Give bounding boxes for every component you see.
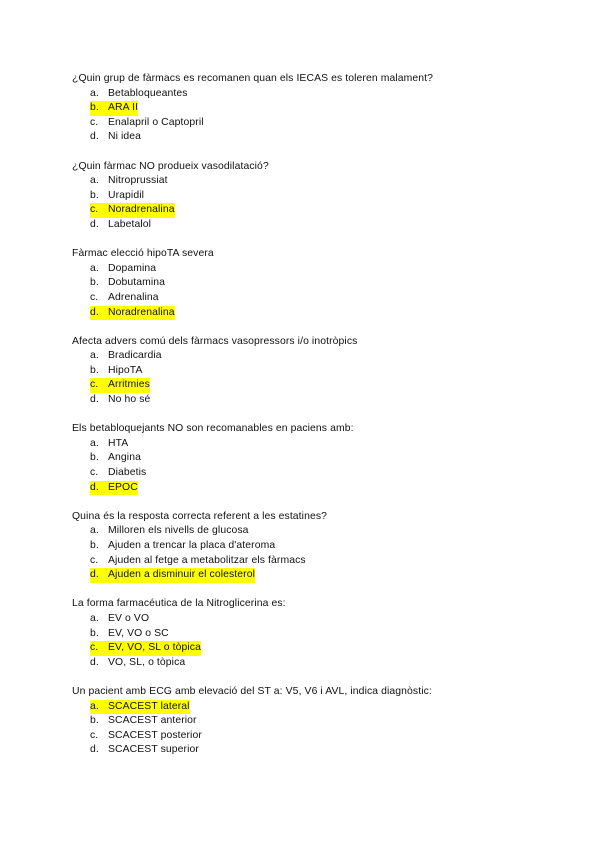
question-block [72, 685, 552, 758]
option-text: Nitroprussiat [108, 175, 168, 187]
option-text: SCACEST posterior [108, 729, 202, 741]
answer-option [72, 743, 552, 758]
answer-option [72, 466, 552, 481]
option-text: EV, VO o SC [108, 627, 169, 639]
option-text: VO, SL, o tòpica [108, 656, 186, 668]
option-text: Bradicardia [108, 350, 162, 362]
option-letter: b. [90, 364, 99, 376]
option-letter: a. [90, 525, 99, 537]
question-text: Quina és la resposta correcta referent a les estatines? [72, 510, 328, 522]
option-text: Milloren els nivells de glucosa [108, 525, 249, 537]
option-text: EPOC [108, 481, 138, 496]
option-letter: a. [90, 437, 99, 449]
option-text: Angina [108, 452, 141, 464]
answer-option [72, 524, 552, 539]
question-text: La forma farmacéutica de la Nitroglicerina es: [72, 598, 286, 610]
option-letter: c. [90, 378, 116, 393]
option-text: Urapidil [108, 189, 145, 201]
question-block [72, 247, 552, 320]
answer-option [72, 130, 552, 145]
option-text: Dobutamina [108, 277, 166, 289]
option-text: Adrenalina [108, 291, 159, 303]
option-text: Ajuden a disminuir el colesterol [108, 568, 255, 583]
answer-option [72, 627, 552, 642]
question-block [72, 510, 552, 583]
option-letter: d. [90, 131, 99, 143]
answer-option [72, 393, 552, 408]
option-letter: a. [90, 262, 99, 274]
option-letter: d. [90, 744, 99, 756]
option-text: EV o VO [108, 612, 150, 624]
answer-option [72, 451, 552, 466]
answer-option-highlighted [72, 203, 552, 218]
option-letter: d. [90, 394, 99, 406]
option-text: Noradrenalina [108, 306, 175, 321]
answer-option-highlighted [72, 481, 552, 496]
answer-option [72, 349, 552, 364]
question-text: Un pacient amb ECG amb elevació del ST a: V5, V6 i AVL, indica diagnòstic: [72, 685, 432, 697]
option-text: Dopamina [108, 262, 157, 274]
question-block [72, 335, 552, 408]
option-letter: b. [90, 715, 99, 727]
answer-option [72, 174, 552, 189]
answer-option [72, 714, 552, 729]
option-text: Noradrenalina [108, 203, 175, 218]
option-letter: b. [90, 540, 99, 551]
option-letter: a. [90, 612, 99, 624]
answer-option-highlighted [72, 641, 552, 656]
option-letter: d. [90, 218, 99, 230]
option-letter: b. [90, 452, 99, 464]
option-text: EV, VO, SL o tòpica [108, 641, 201, 656]
option-letter: c. [90, 729, 99, 741]
option-text: Diabetis [108, 467, 147, 479]
option-text: No ho sé [108, 394, 151, 406]
question-text: ¿Quin fàrmac NO produeix vasodilatació? [72, 160, 269, 172]
answer-option-highlighted [72, 568, 552, 583]
option-letter: a. [90, 700, 117, 715]
option-letter: c. [90, 641, 116, 656]
answer-option [72, 276, 552, 291]
option-letter: c. [90, 291, 99, 303]
question-block [72, 422, 552, 495]
option-text: Betabloqueantes [108, 87, 188, 99]
question-block [72, 160, 552, 233]
answer-option [72, 218, 552, 233]
question-block [72, 597, 552, 670]
option-letter: a. [90, 350, 99, 362]
question-text: Afecta advers comú dels fàrmacs vasopressors i/o inotròpics [72, 335, 358, 347]
option-letter: d. [90, 481, 117, 496]
answer-option [72, 729, 552, 744]
option-letter: b. [90, 101, 117, 116]
option-text: SCACEST superior [108, 744, 199, 756]
option-letter: c. [90, 116, 99, 128]
option-letter: c. [90, 554, 99, 566]
answer-option [72, 364, 552, 379]
option-letter: a. [90, 175, 99, 187]
option-text: Ajuden a trencar la placa d'ateroma [108, 540, 276, 551]
option-letter: c. [90, 203, 116, 218]
option-text: ARA II [108, 101, 138, 116]
question-text: Els betabloquejants NO son recomanables en paciens amb: [72, 423, 354, 435]
answer-option [72, 656, 552, 671]
quiz-question-list [72, 72, 552, 773]
answer-option [72, 539, 552, 554]
option-letter: b. [90, 189, 99, 201]
answer-option [72, 291, 552, 306]
answer-option [72, 262, 552, 277]
option-text: Enalapril o Captopril [108, 116, 204, 128]
answer-option [72, 189, 552, 204]
answer-option [72, 87, 552, 102]
option-letter: d. [90, 568, 117, 583]
answer-option-highlighted [72, 306, 552, 321]
answer-option [72, 554, 552, 569]
option-letter: b. [90, 627, 99, 639]
answer-option [72, 116, 552, 131]
option-text: Labetalol [108, 218, 152, 230]
option-text: Arritmies [108, 378, 150, 393]
answer-option [72, 437, 552, 452]
option-text: HipoTA [108, 364, 143, 376]
option-text: Ajuden al fetge a metabolitzar els fàrmacs [108, 554, 306, 566]
option-letter: b. [90, 277, 99, 289]
option-text: Ni idea [108, 131, 142, 143]
option-text: SCACEST lateral [108, 700, 190, 715]
answer-option-highlighted [72, 700, 552, 715]
option-letter: c. [90, 467, 99, 479]
option-letter: d. [90, 306, 117, 321]
option-text: HTA [108, 437, 129, 449]
option-letter: a. [90, 87, 99, 99]
option-letter: d. [90, 656, 99, 668]
answer-option-highlighted [72, 101, 552, 116]
answer-option [72, 612, 552, 627]
option-text: SCACEST anterior [108, 715, 197, 727]
answer-option-highlighted [72, 378, 552, 393]
question-block [72, 72, 552, 145]
question-text: ¿Quin grup de fàrmacs es recomanen quan els IECAS es toleren malament? [72, 73, 434, 84]
question-text: Fàrmac elecció hipoTA severa [72, 248, 214, 260]
